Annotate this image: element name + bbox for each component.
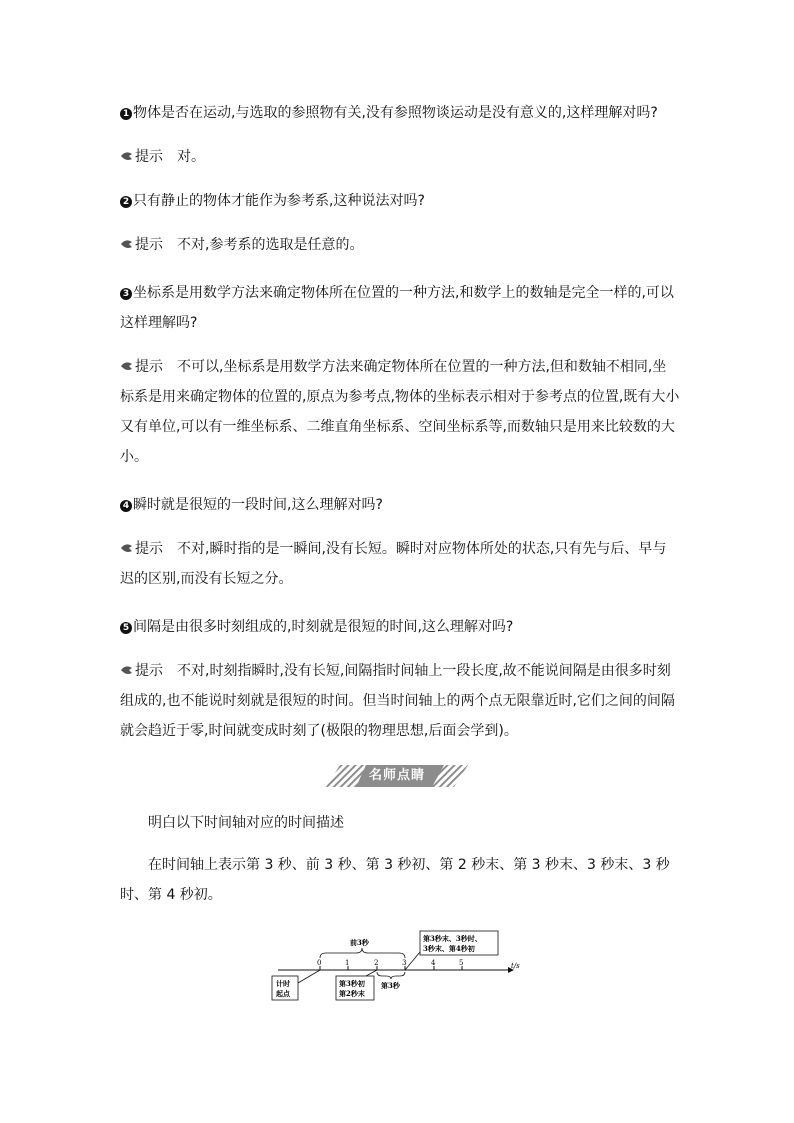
tick-label: 0 <box>317 959 322 967</box>
hint-icon <box>120 239 133 249</box>
hint-label: 提示 <box>135 541 163 557</box>
tick-3 <box>402 959 406 970</box>
question-number-badge: 1 <box>120 108 132 120</box>
start-label-line2: 第2秒末 <box>339 989 365 998</box>
question-number-badge: 5 <box>120 622 132 634</box>
end-label-line1: 第3秒末、3秒时、 <box>423 934 482 943</box>
hint-label: 提示 <box>135 359 163 375</box>
question-5 <box>120 612 680 642</box>
hint-3 <box>120 352 680 472</box>
end-label-line2: 3秒末、第4秒初 <box>423 944 475 953</box>
tick-5 <box>459 959 463 970</box>
brace-label: 前3秒 <box>350 938 369 947</box>
tick-label: 5 <box>459 959 464 967</box>
question-number-badge: 3 <box>120 288 132 300</box>
question-text: 瞬时就是很短的一段时间,这么理解对吗? <box>133 497 383 513</box>
hint-icon <box>120 361 133 371</box>
question-text: 只有静止的物体才能作为参考系,这种说法对吗? <box>133 193 425 209</box>
hint-label: 提示 <box>135 663 163 679</box>
hint-icon <box>120 665 133 675</box>
section-banner <box>326 765 468 787</box>
start-label-line1: 第3秒初 <box>339 979 365 988</box>
axis-unit: t/s <box>511 962 520 970</box>
tick-0 <box>317 959 321 970</box>
hint-text: 不对,参考系的选取是任意的。 <box>177 237 364 253</box>
section-paragraph: 在时间轴上表示第 3 秒、前 3 秒、第 3 秒初、第 2 秒末、第 3 秒末、3 秒末、3 秒时、第 4 秒初。 <box>120 857 670 903</box>
tick-1 <box>345 959 349 970</box>
tick-2 <box>374 959 378 970</box>
hint-label: 提示 <box>135 237 163 253</box>
hint-4 <box>120 534 680 594</box>
brace-first-3s <box>320 948 405 958</box>
question-text: 物体是否在运动,与选取的参照物有关,没有参照物谈运动是没有意义的,这样理解对吗? <box>133 105 658 121</box>
origin-label-line2: 起点 <box>276 989 290 998</box>
tick-label: 3 <box>402 959 407 967</box>
banner-title: 名师点睛 <box>368 768 425 783</box>
hint-2 <box>120 230 680 260</box>
timeline-figure <box>270 928 526 1004</box>
question-4 <box>120 490 680 520</box>
hint-text: 不可以,坐标系是用数学方法来确定物体所在位置的一种方法,但和数轴不相同,坐标系是用来确定物体的位置的,原点为参考点,物体的坐标表示相对于参考点的位置,既有大小又有单位,可以有一维坐标系、二维直角坐标系、空间坐标系等,而数轴只是用来比较数的大小。 <box>120 359 680 465</box>
hint-1 <box>120 142 680 172</box>
hint-5 <box>120 656 680 746</box>
brace-third-second <box>377 972 405 979</box>
hint-text: 不对,时刻指瞬时,没有长短,间隔指时间轴上一段长度,故不能说间隔是由很多时刻组成的,也不能说时刻就是很短的时间。但当时间轴上的两个点无限靠近时,它们之间的间隔就会趋近于零,时间就变成时刻了(极限的物理思想,后面会学到)。 <box>120 663 675 739</box>
question-text: 坐标系是用数学方法来确定物体所在位置的一种方法,和数学上的数轴是完全一样的,可以这样理解吗? <box>120 285 674 331</box>
question-text: 间隔是由很多时刻组成的,时刻就是很短的时间,这么理解对吗? <box>133 619 514 635</box>
hint-text: 不对,瞬时指的是一瞬间,没有长短。瞬时对应物体所处的状态,只有先与后、早与迟的区别,而没有长短之分。 <box>120 541 667 587</box>
origin-label-line1: 计时 <box>276 979 290 988</box>
third-second-label: 第3秒 <box>381 981 400 990</box>
hint-text: 对。 <box>177 149 205 165</box>
question-number-badge: 2 <box>120 196 132 208</box>
hint-icon <box>120 543 133 553</box>
question-3 <box>120 278 680 338</box>
hint-label: 提示 <box>135 149 163 165</box>
question-number-badge: 4 <box>120 500 132 512</box>
tick-4 <box>431 959 436 970</box>
question-2 <box>120 186 680 216</box>
tick-label: 1 <box>345 959 350 967</box>
section-heading: 明白以下时间轴对应的时间描述 <box>148 815 344 831</box>
end-pointer <box>405 952 420 970</box>
start-pointer <box>366 970 377 976</box>
origin-pointer <box>298 970 320 983</box>
hint-icon <box>120 151 133 161</box>
question-1 <box>120 98 680 128</box>
tick-label: 2 <box>374 959 379 967</box>
tick-label: 4 <box>431 959 436 967</box>
